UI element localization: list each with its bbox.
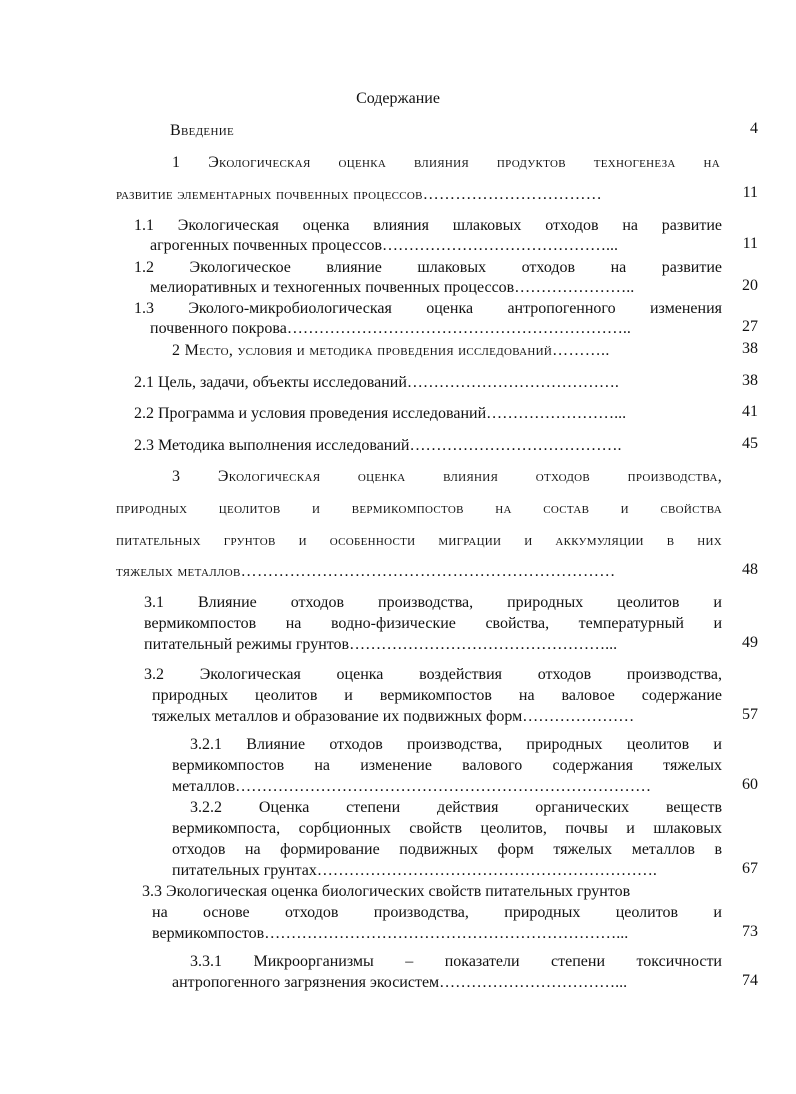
toc-section-3-1-line3: питательный режимы грунтов…………………………………………...: [144, 636, 618, 653]
toc-chapter-3-line2: природных цеолитов и вермикомпостов на состав и свойства: [116, 500, 722, 517]
toc-entry-label: Введение: [170, 122, 234, 139]
toc-section-1-2-line2: мелиоративных и техногенных почвенных процессов…………………..: [150, 279, 635, 296]
toc-title: Содержание: [356, 90, 440, 107]
toc-section-3-3-line1: 3.3 Экологическая оценка биологических свойств питательных грунтов: [142, 883, 631, 900]
toc-section-1-3-line2: почвенного покрова………………………………………………………..: [150, 320, 631, 337]
toc-page-number: 48: [742, 561, 758, 578]
toc-section-1-3-line1: 1.3 Эколого-микробиологическая оценка антропогенного изменения: [134, 300, 722, 317]
toc-section-2-2: 2.2 Программа и условия проведения исследований……………………...: [134, 405, 627, 422]
toc-page-number: 73: [742, 923, 758, 940]
toc-section-3-2-2-line3: отходов на формирование подвижных форм тяжелых металлов в: [172, 841, 722, 858]
toc-section-3-3-line2: на основе отходов производства, природных цеолитов и: [152, 904, 722, 921]
toc-section-2-1: 2.1 Цель, задачи, объекты исследований………………………………….: [134, 374, 619, 391]
toc-page-number: 57: [742, 706, 758, 723]
toc-page-number: 11: [742, 184, 758, 201]
toc-chapter-1-line2: развитие элементарных почвенных процессов……………………………: [116, 186, 603, 203]
toc-section-3-2-2-line1: 3.2.2 Оценка степени действия органических веществ: [190, 799, 722, 816]
toc-section-3-3-1-line2: антропогенного загрязнения экосистем……………………………...: [172, 974, 628, 991]
toc-section-3-2-line1: 3.2 Экологическая оценка воздействия отходов производства,: [144, 666, 722, 683]
toc-chapter-2: 2 Место, условия и методика проведения исследований………..: [172, 342, 610, 359]
toc-section-1-1-line2: агрогенных почвенных процессов……………………………………...: [150, 237, 619, 254]
toc-page-number: 20: [742, 277, 758, 294]
toc-page-number: 74: [742, 972, 758, 989]
toc-section-3-2-1-line2: вермикомпостов на изменение валового содержания тяжелых: [172, 757, 722, 774]
toc-section-1-1-line1: 1.1 Экологическая оценка влияния шлаковых отходов на развитие: [134, 217, 722, 234]
toc-chapter-3-line3: питательных грунтов и особенности миграции и аккумуляции в них: [116, 532, 722, 549]
toc-chapter-3-line4: тяжелых металлов……………………………………………………………: [116, 563, 616, 580]
toc-section-3-1-line1: 3.1 Влияние отходов производства, природных цеолитов и: [144, 594, 722, 611]
toc-page-number: 4: [750, 120, 758, 137]
toc-page-number: 67: [742, 860, 758, 877]
toc-section-1-2-line1: 1.2 Экологическое влияние шлаковых отходов на развитие: [134, 259, 722, 276]
toc-section-3-2-2-line4: питательных грунтах……………………………………………………….: [172, 862, 657, 879]
toc-section-3-2-2-line2: вермикомпоста, сорбционных свойств цеолитов, почвы и шлаковых: [172, 820, 722, 837]
toc-section-3-3-1-line1: 3.3.1 Микроорганизмы – показатели степени токсичности: [190, 953, 722, 970]
toc-section-3-2-1-line1: 3.2.1 Влияние отходов производства, природных цеолитов и: [190, 736, 722, 753]
toc-page-number: 45: [742, 435, 758, 452]
toc-page-number: 38: [742, 340, 758, 357]
toc-chapter-1-line1: 1 Экологическая оценка влияния продуктов техногенеза на: [172, 154, 720, 171]
toc-section-3-1-line2: вермикомпостов на водно-физические свойства, температурный и: [144, 615, 722, 632]
toc-chapter-3-line1: 3 Экологическая оценка влияния отходов производства,: [172, 468, 722, 485]
toc-section-3-2-line3: тяжелых металлов и образование их подвижных форм…………………: [152, 708, 635, 725]
toc-section-3-2-line2: природных цеолитов и вермикомпостов на валовое содержание: [152, 687, 722, 704]
toc-page-number: 41: [742, 403, 758, 420]
toc-section-3-2-1-line3: металлов……………………………………………………………………: [172, 778, 652, 795]
toc-page-number: 49: [742, 634, 758, 651]
toc-section-3-3-line3: вермикомпостов…………………………………………………………...: [152, 925, 629, 942]
toc-page-number: 27: [742, 318, 758, 335]
toc-section-2-3: 2.3 Методика выполнения исследований………………………………….: [134, 437, 622, 454]
toc-page-number: 60: [742, 776, 758, 793]
toc-page-number: 38: [742, 372, 758, 389]
toc-page-number: 11: [742, 235, 758, 252]
toc-entry-intro: [170, 120, 234, 142]
